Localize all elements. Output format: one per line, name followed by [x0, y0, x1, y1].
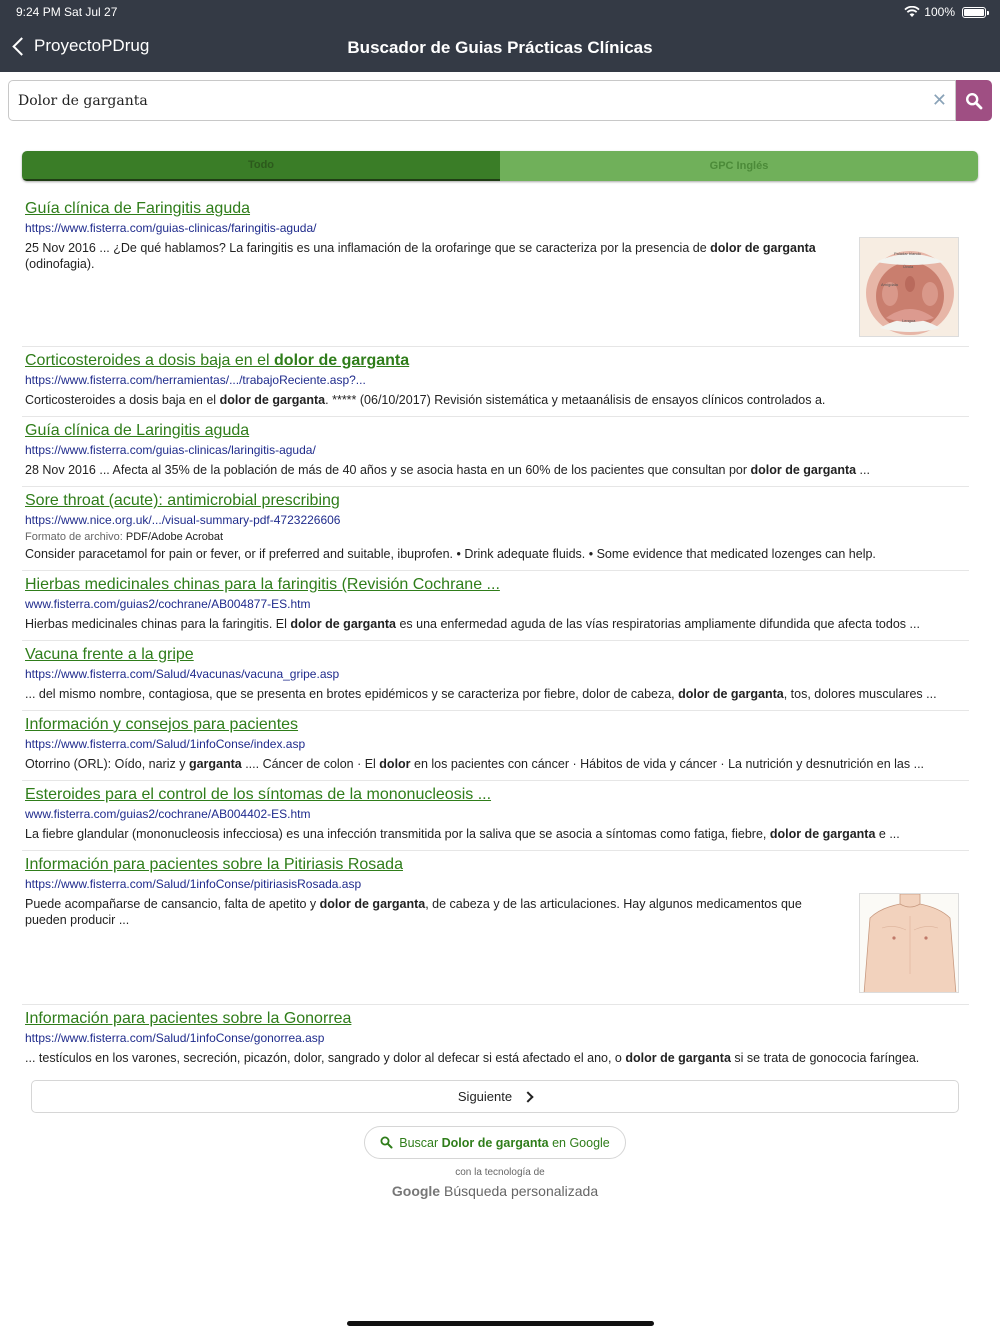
back-label: ProyectoPDrug: [34, 36, 150, 55]
status-time: 9:24 PM Sat Jul 27: [16, 5, 118, 19]
result-url[interactable]: https://www.fisterra.com/Salud/1infoConse/pitiriasisRosada.asp: [25, 877, 362, 891]
result-snippet: ... testículos en los varones, secreción, picazón, dolor, sangrado y dolor al defecar si está afectado el ano, o dolor de garganta si se trata de gonococia faríngea.: [25, 1051, 920, 1065]
clear-icon[interactable]: ✕: [931, 90, 947, 110]
result-item: [22, 417, 969, 487]
search-icon: [965, 92, 983, 110]
result-url[interactable]: https://www.fisterra.com/Salud/1infoConse/index.asp: [25, 737, 306, 751]
result-snippet: Otorrino (ORL): Oído, nariz y garganta .... Cáncer de colon · El dolor en los pacientes con cáncer · Hábitos de vida y cáncer · La nutrición y desnutrición en las ...: [25, 757, 925, 771]
result-snippet: Hierbas medicinales chinas para la faringitis. El dolor de garganta es una enfermedad aguda de las vías respiratorias ampliamente difundida que afecta todos ...: [25, 617, 920, 631]
search-on-google-label: Buscar Dolor de garganta en Google: [399, 1135, 610, 1150]
search-icon: [380, 1136, 393, 1149]
results-tabs: [22, 151, 978, 181]
result-item: [22, 641, 969, 711]
result-title-link[interactable]: Corticosteroides a dosis baja en el dolor de garganta: [25, 352, 410, 369]
result-snippet: Puede acompañarse de cansancio, falta de apetito y dolor de garganta, de cabeza y de las articulaciones. Hay algunos medicamentos que pueden producir ...: [25, 897, 802, 927]
thumb-label: Amígdala: [881, 282, 898, 287]
torso-thumbnail[interactable]: [859, 893, 959, 993]
result-snippet: Consider paracetamol for pain or fever, or if preferred and suitable, ibuprofen. • Drink adequate fluids. • Some evidence that medicated lozenges can help.: [25, 547, 876, 561]
google-custom-search-branding: Google Búsqueda personalizada: [391, 1183, 599, 1199]
search-button[interactable]: [956, 80, 992, 121]
result-item: [22, 347, 969, 417]
result-title-link[interactable]: Información para pacientes sobre la Pitiriasis Rosada: [25, 856, 403, 873]
powered-by-text: con la tecnología de: [455, 1167, 545, 1178]
wifi-icon: [904, 6, 920, 18]
file-format-label: Formato de archivo: PDF/Adobe Acrobat: [25, 531, 224, 543]
next-page-label: Siguiente: [457, 1089, 513, 1104]
search-input[interactable]: [18, 81, 918, 120]
thumb-label: Paladar blando: [894, 251, 921, 256]
result-title-link[interactable]: Información y consejos para pacientes: [25, 716, 299, 733]
search-box: [8, 80, 956, 121]
result-title-link[interactable]: Hierbas medicinales chinas para la faringitis (Revisión Cochrane ...: [25, 576, 500, 593]
battery-percent: 100%: [924, 5, 955, 19]
result-snippet: 25 Nov 2016 ... ¿De qué hablamos? La faringitis es una inflamación de la orofaringe que se caracteriza por la presencia de dolor de garganta (odinofagia).: [25, 241, 816, 271]
throat-anatomy-thumbnail[interactable]: [859, 237, 959, 337]
next-page-button[interactable]: [31, 1080, 959, 1113]
page-title: Buscador de Guias Prácticas Clínicas: [347, 38, 653, 57]
result-item: [22, 851, 969, 1005]
result-snippet: Corticosteroides a dosis baja en el dolor de garganta. ***** (06/10/2017) Revisión sistemática y metaanálisis de ensayos clínicos controlados a.: [25, 393, 826, 407]
result-item: [22, 195, 969, 347]
torso-illustration: [860, 894, 959, 993]
result-url[interactable]: https://www.fisterra.com/Salud/4vacunas/vacuna_gripe.asp: [25, 667, 340, 681]
result-url[interactable]: https://www.fisterra.com/Salud/1infoConse/gonorrea.asp: [25, 1031, 325, 1045]
result-url[interactable]: www.fisterra.com/guias2/cochrane/AB004877-ES.htm: [25, 597, 311, 611]
result-item: [22, 487, 969, 571]
result-snippet: ... del mismo nombre, contagiosa, que se presenta en brotes epidémicos y se caracteriza por fiebre, dolor de cabeza, dolor de garganta, tos, dolores musculares ...: [25, 687, 937, 701]
result-item: [22, 571, 969, 641]
result-url[interactable]: https://www.fisterra.com/herramientas/.../trabajoReciente.asp?...: [25, 373, 366, 387]
result-url[interactable]: www.fisterra.com/guias2/cochrane/AB004402-ES.htm: [25, 807, 311, 821]
status-indicators: [904, 5, 986, 19]
tab-gpc-ingles[interactable]: GPC Inglés: [500, 151, 978, 181]
result-item: [22, 1005, 969, 1074]
result-title-link[interactable]: Esteroides para el control de los síntomas de la mononucleosis ...: [25, 786, 492, 803]
home-indicator[interactable]: [347, 1321, 654, 1326]
battery-icon: [962, 7, 986, 18]
result-url[interactable]: https://www.fisterra.com/guias-clinicas/laringitis-aguda/: [25, 443, 316, 457]
result-title-link[interactable]: Guía clínica de Faringitis aguda: [25, 200, 251, 217]
result-item: [22, 781, 969, 851]
result-snippet: La fiebre glandular (mononucleosis infecciosa) es una infección transmitida por la saliva que se asocia a síntomas como fatiga, fiebre, dolor de garganta e ...: [25, 827, 900, 841]
result-snippet: 28 Nov 2016 ... Afecta al 35% de la población de más de 40 años y se asocia hasta en un 60% de los pacientes que consultan por dolor de garganta ...: [25, 463, 870, 477]
result-title-link[interactable]: Información para pacientes sobre la Gonorrea: [25, 1010, 352, 1027]
result-title-link[interactable]: Guía clínica de Laringitis aguda: [25, 422, 250, 439]
search-on-google-button[interactable]: [364, 1126, 626, 1159]
google-logo-text: Google: [391, 1183, 441, 1199]
thumb-label: Úvula: [903, 264, 914, 269]
thumb-label: Lengua: [902, 318, 916, 323]
tab-todo[interactable]: Todo: [22, 151, 500, 181]
results-list: [22, 195, 969, 1074]
result-title-link[interactable]: Sore throat (acute): antimicrobial prescribing: [25, 492, 340, 509]
result-url[interactable]: https://www.nice.org.uk/.../visual-summary-pdf-4723226606: [25, 513, 341, 527]
file-format-value: PDF/Adobe Acrobat: [125, 531, 224, 543]
result-title-link[interactable]: Vacuna frente a la gripe: [25, 646, 194, 663]
throat-anatomy-illustration: [860, 238, 959, 337]
result-item: [22, 711, 969, 781]
result-url[interactable]: https://www.fisterra.com/guias-clinicas/faringitis-aguda/: [25, 221, 317, 235]
navigation-bar: [0, 0, 1000, 72]
chevron-right-icon: [522, 1091, 533, 1102]
